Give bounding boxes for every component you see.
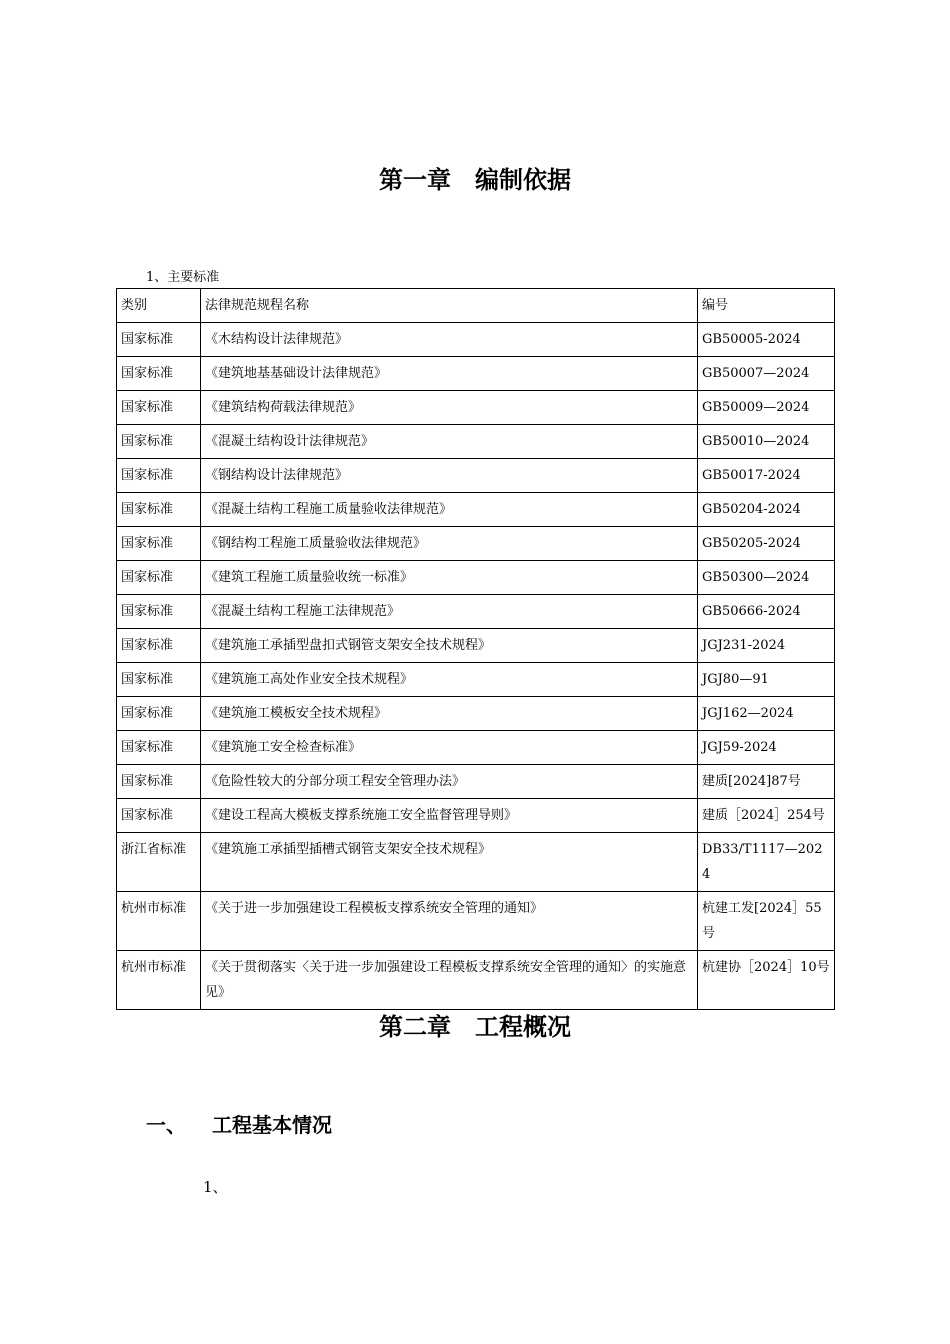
header-name: 法律规范规程名称 bbox=[201, 289, 698, 323]
standards-table bbox=[116, 288, 835, 1010]
cell-category: 国家标准 bbox=[117, 731, 201, 765]
cell-name: 《钢结构工程施工质量验收法律规范》 bbox=[201, 527, 698, 561]
table-row bbox=[117, 527, 835, 561]
cell-code: 建质［2024］254号 bbox=[698, 799, 835, 833]
cell-category: 国家标准 bbox=[117, 425, 201, 459]
cell-name: 《建筑结构荷载法律规范》 bbox=[201, 391, 698, 425]
cell-category: 国家标准 bbox=[117, 561, 201, 595]
table-row bbox=[117, 323, 835, 357]
table-row bbox=[117, 357, 835, 391]
cell-name: 《木结构设计法律规范》 bbox=[201, 323, 698, 357]
cell-name: 《建筑施工承插型盘扣式钢管支架安全技术规程》 bbox=[201, 629, 698, 663]
cell-category: 国家标准 bbox=[117, 323, 201, 357]
cell-category: 浙江省标准 bbox=[117, 833, 201, 892]
cell-name: 《建筑施工承插型插槽式钢管支架安全技术规程》 bbox=[201, 833, 698, 892]
cell-code: 杭建工发[2024］55号 bbox=[698, 892, 835, 951]
section-number: 一、 bbox=[146, 1113, 186, 1137]
table-row bbox=[117, 799, 835, 833]
section-heading bbox=[146, 1109, 332, 1138]
cell-name: 《建筑工程施工质量验收统一标准》 bbox=[201, 561, 698, 595]
table-row bbox=[117, 892, 835, 951]
chapter-1-title: 第一章 编制依据 bbox=[379, 166, 571, 194]
cell-category: 国家标准 bbox=[117, 765, 201, 799]
table-row bbox=[117, 765, 835, 799]
cell-code: GB50205-2024 bbox=[698, 527, 835, 561]
table-row bbox=[117, 595, 835, 629]
table-row bbox=[117, 459, 835, 493]
table-row bbox=[117, 697, 835, 731]
cell-name: 《混凝土结构设计法律规范》 bbox=[201, 425, 698, 459]
cell-category: 国家标准 bbox=[117, 595, 201, 629]
cell-code: JGJ59-2024 bbox=[698, 731, 835, 765]
cell-code: 杭建协［2024］10号 bbox=[698, 951, 835, 1010]
cell-category: 国家标准 bbox=[117, 493, 201, 527]
cell-name: 《建筑施工安全检查标准》 bbox=[201, 731, 698, 765]
cell-code: GB50007—2024 bbox=[698, 357, 835, 391]
cell-code: GB50010—2024 bbox=[698, 425, 835, 459]
cell-category: 国家标准 bbox=[117, 799, 201, 833]
table-row bbox=[117, 833, 835, 892]
header-category: 类别 bbox=[117, 289, 201, 323]
cell-code: JGJ80—91 bbox=[698, 663, 835, 697]
table-row bbox=[117, 391, 835, 425]
cell-name: 《钢结构设计法律规范》 bbox=[201, 459, 698, 493]
cell-name: 《建设工程高大模板支撑系统施工安全监督管理导则》 bbox=[201, 799, 698, 833]
cell-category: 杭州市标准 bbox=[117, 951, 201, 1010]
cell-category: 国家标准 bbox=[117, 629, 201, 663]
cell-code: GB50005-2024 bbox=[698, 323, 835, 357]
cell-code: JGJ231-2024 bbox=[698, 629, 835, 663]
cell-name: 《关于贯彻落实〈关于进一步加强建设工程模板支撑系统安全管理的通知〉的实施意见》 bbox=[201, 951, 698, 1010]
cell-code: GB50666-2024 bbox=[698, 595, 835, 629]
table-row bbox=[117, 425, 835, 459]
table-row bbox=[117, 561, 835, 595]
chapter-2-title: 第二章 工程概况 bbox=[379, 1013, 571, 1041]
cell-code: GB50009—2024 bbox=[698, 391, 835, 425]
table-row bbox=[117, 951, 835, 1010]
section-label-main-standards: 1、主要标准 bbox=[146, 270, 220, 285]
table-row bbox=[117, 493, 835, 527]
cell-name: 《建筑施工模板安全技术规程》 bbox=[201, 697, 698, 731]
section-title: 工程基本情况 bbox=[212, 1113, 332, 1137]
cell-code: GB50204-2024 bbox=[698, 493, 835, 527]
paragraph: 1、 bbox=[203, 1178, 228, 1196]
cell-name: 《危险性较大的分部分项工程安全管理办法》 bbox=[201, 765, 698, 799]
table-header-row bbox=[117, 289, 835, 323]
cell-category: 国家标准 bbox=[117, 697, 201, 731]
cell-name: 《建筑地基基础设计法律规范》 bbox=[201, 357, 698, 391]
cell-code: DB33/T1117—2024 bbox=[698, 833, 835, 892]
cell-code: GB50300—2024 bbox=[698, 561, 835, 595]
cell-category: 国家标准 bbox=[117, 459, 201, 493]
cell-name: 《混凝土结构工程施工法律规范》 bbox=[201, 595, 698, 629]
table-row bbox=[117, 663, 835, 697]
cell-code: JGJ162—2024 bbox=[698, 697, 835, 731]
cell-category: 国家标准 bbox=[117, 663, 201, 697]
cell-category: 国家标准 bbox=[117, 391, 201, 425]
cell-category: 杭州市标准 bbox=[117, 892, 201, 951]
cell-name: 《建筑施工高处作业安全技术规程》 bbox=[201, 663, 698, 697]
cell-category: 国家标准 bbox=[117, 527, 201, 561]
cell-category: 国家标准 bbox=[117, 357, 201, 391]
cell-code: GB50017-2024 bbox=[698, 459, 835, 493]
table-row bbox=[117, 731, 835, 765]
cell-name: 《混凝土结构工程施工质量验收法律规范》 bbox=[201, 493, 698, 527]
table-row bbox=[117, 629, 835, 663]
cell-name: 《关于进一步加强建设工程模板支撑系统安全管理的通知》 bbox=[201, 892, 698, 951]
header-code: 编号 bbox=[698, 289, 835, 323]
cell-code: 建质[2024]87号 bbox=[698, 765, 835, 799]
